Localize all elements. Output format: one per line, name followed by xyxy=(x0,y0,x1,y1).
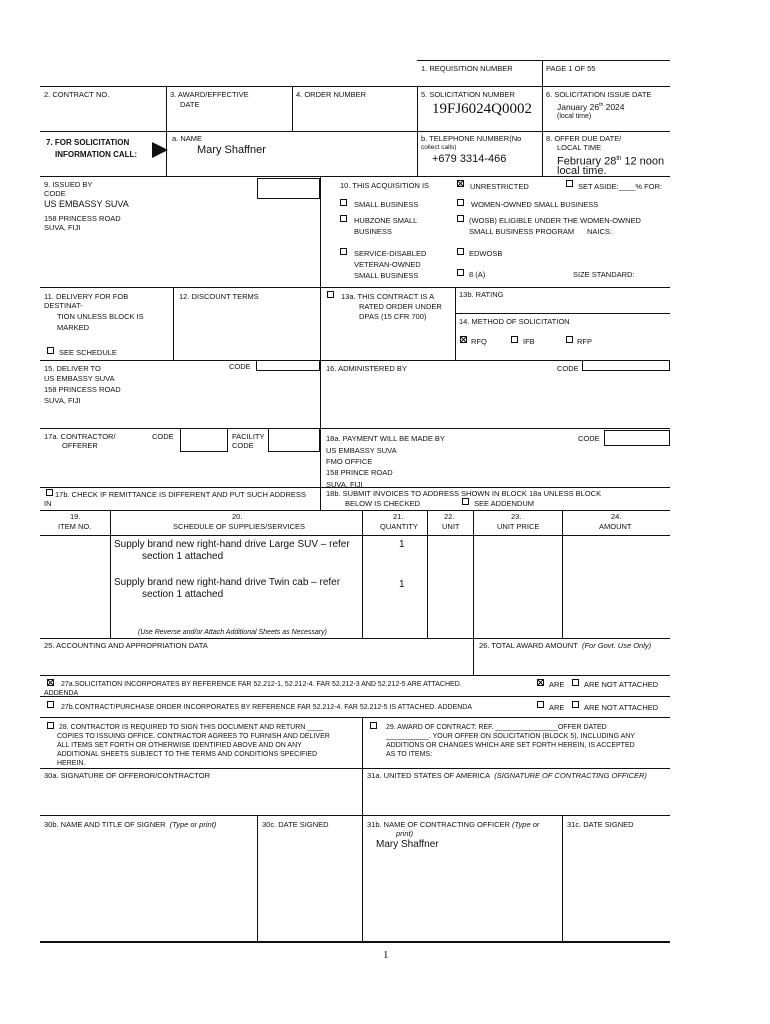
delivery-fob-label-2: DESTINAT- xyxy=(44,301,83,310)
method-label: 14. METHOD OF SOLICITATION xyxy=(459,317,570,326)
sdvosb-label-2: VETERAN-OWNED xyxy=(354,260,421,269)
hubzone-label-2: BUSINESS xyxy=(354,227,392,236)
contractor-sign-text-1: 28. CONTRACTOR IS REQUIRED TO SIGN THIS DOCUMENT AND RETURN ____ xyxy=(59,724,323,731)
solicitation-number-value: 19FJ6024Q0002 xyxy=(432,101,533,117)
deliver-to-address-3: SUVA, FIJI xyxy=(44,396,81,405)
offer-due-label-2: LOCAL TIME xyxy=(557,143,602,152)
rfp-label: RFP xyxy=(577,337,592,346)
offer-due-value: February 28th 12 noon xyxy=(557,155,665,168)
rfq-checkbox[interactable] xyxy=(460,336,467,343)
contractor-sign-text-5: HEREIN. xyxy=(57,760,86,767)
administered-code-label: CODE xyxy=(557,364,579,373)
hubzone-checkbox[interactable] xyxy=(340,215,347,222)
col-unit-price: UNIT PRICE xyxy=(497,522,540,531)
see-schedule-checkbox[interactable] xyxy=(47,347,54,354)
col-quantity: QUANTITY xyxy=(380,522,418,531)
solicitation-number-label: 5. SOLICITATION NUMBER xyxy=(421,90,515,99)
see-schedule-label: SEE SCHEDULE xyxy=(59,348,117,357)
issued-by-code-label: CODE xyxy=(44,189,66,198)
administered-by-label: 16. ADMINISTERED BY xyxy=(326,364,407,373)
set-aside-checkbox[interactable] xyxy=(566,180,573,187)
facility-code-label-2: CODE xyxy=(232,441,254,450)
telephone-value: +679 3314-466 xyxy=(432,153,507,165)
sdvosb-label-3: SMALL BUSINESS xyxy=(354,271,419,280)
award-contract-text-1: 29. AWARD OF CONTRACT: REF. ________________OFFER DATED xyxy=(386,724,607,731)
wosb-checkbox[interactable] xyxy=(457,215,464,222)
contact-name-value: Mary Shaffner xyxy=(197,144,266,156)
deliver-to-code-label: CODE xyxy=(229,362,251,371)
see-addendum-label: SEE ADDENDUM xyxy=(474,499,535,508)
rated-order-label-2: RATED ORDER UNDER xyxy=(359,302,442,311)
col-unit: UNIT xyxy=(442,522,460,531)
issue-date-note: (local time) xyxy=(557,113,592,120)
issue-date-value: January 26th 2024 xyxy=(557,101,625,112)
col-amount: AMOUNT xyxy=(599,522,632,531)
telephone-label-2: collect calls) xyxy=(421,144,457,151)
issued-by-label: 9. ISSUED BY xyxy=(44,180,93,189)
issued-by-code-field[interactable] xyxy=(257,178,320,199)
ifb-label: IFB xyxy=(523,337,535,346)
payment-address-4: SUVA, FIJI xyxy=(326,480,363,489)
administered-code-field[interactable] xyxy=(582,360,670,371)
col-unit-price-number: 23. xyxy=(511,512,522,521)
acquisition-label: 10. THIS ACQUISITION IS xyxy=(340,181,430,190)
solicitation-info-label: 7. FOR SOLICITATION xyxy=(46,138,130,147)
contract-incorporates-checkbox[interactable] xyxy=(47,701,54,708)
usa-signature-label: 31a. UNITED STATES OF AMERICA (SIGNATURE OF CONTRACTING OFFICER) xyxy=(367,771,647,780)
discount-terms-label: 12. DISCOUNT TERMS xyxy=(179,292,259,301)
col-schedule: SCHEDULE OF SUPPLIES/SERVICES xyxy=(173,522,305,531)
col-item-no: ITEM NO. xyxy=(58,522,92,531)
sdvosb-label: SERVICE-DISABLED xyxy=(354,249,427,258)
col-amount-number: 24. xyxy=(611,512,622,521)
contractor-sign-checkbox[interactable] xyxy=(47,722,54,729)
deliver-to-address-1: US EMBASSY SUVA xyxy=(44,374,115,383)
rfq-label: RFQ xyxy=(471,337,487,346)
delivery-fob-label-3: TION UNLESS BLOCK IS xyxy=(57,312,144,321)
officer-date-signed-label: 31c. DATE SIGNED xyxy=(567,820,634,829)
contract-addenda-are-not-label: ARE NOT ATTACHED xyxy=(584,703,659,712)
rated-order-label-3: DPAS (15 CFR 700) xyxy=(359,312,427,321)
sdvosb-checkbox[interactable] xyxy=(340,248,347,255)
addenda-are-not-checkbox[interactable] xyxy=(572,679,579,686)
contractor-label: 17a. CONTRACTOR/ xyxy=(44,432,116,441)
award-date-label: 3. AWARD/EFFECTIVE xyxy=(170,90,249,99)
payment-address-3: 158 PRINCE ROAD xyxy=(326,468,393,477)
solicitation-incorporates-checkbox[interactable] xyxy=(47,679,54,686)
small-business-checkbox[interactable] xyxy=(340,199,347,206)
offer-due-label: 8. OFFER DUE DATE/ xyxy=(546,134,622,143)
item-quantity: 1 xyxy=(399,539,405,550)
award-contract-text-2: ___________. YOUR OFFER ON SOLICITATION (BLOCK 5), INCLUDING ANY xyxy=(386,733,635,740)
hubzone-label: HUBZONE SMALL xyxy=(354,216,418,225)
deliver-to-code-field[interactable] xyxy=(256,360,320,371)
wosb-label: (WOSB) ELIGIBLE UNDER THE WOMEN-OWNED xyxy=(469,216,641,225)
payment-code-field[interactable] xyxy=(604,430,670,446)
payment-code-label: CODE xyxy=(578,434,600,443)
contract-addenda-are-label: ARE xyxy=(549,703,565,712)
ifb-checkbox[interactable] xyxy=(511,336,518,343)
col-unit-number: 22. xyxy=(444,512,455,521)
eight-a-checkbox[interactable] xyxy=(457,269,464,276)
women-owned-checkbox[interactable] xyxy=(457,199,464,206)
contractor-sign-text-4: ADDITIONAL SHEETS SUBJECT TO THE TERMS AND CONDITIONS SPECIFIED xyxy=(57,751,318,758)
contact-name-label: a. NAME xyxy=(172,134,203,143)
payment-address-2: FMO OFFICE xyxy=(326,457,373,466)
facility-code-label: FACILITY xyxy=(232,432,265,441)
payment-address-1: US EMBASSY SUVA xyxy=(326,446,397,455)
col-quantity-number: 21. xyxy=(393,512,404,521)
solicitation-incorporates-label: 27a.SOLICITATION INCORPORATES BY REFERENCE FAR 52.212-1, 52.212-4. FAR 52.212-3 AND 52.212-5 ARE ATTACHED. xyxy=(61,681,462,688)
eight-a-label: 8 (A) xyxy=(469,270,486,279)
contract-addenda-are-checkbox[interactable] xyxy=(537,701,544,708)
contract-no-label: 2. CONTRACT NO. xyxy=(44,90,110,99)
item-description: Supply brand new right-hand drive Large SUV – refer xyxy=(114,539,350,550)
payment-label: 18a. PAYMENT WILL BE MADE BY xyxy=(326,434,445,443)
officer-name-value: Mary Shaffner xyxy=(376,839,439,850)
award-date-label-2: DATE xyxy=(180,100,200,109)
accounting-label: 25. ACCOUNTING AND APPROPRIATION DATA xyxy=(44,641,208,650)
page-count-label: PAGE 1 OF 55 xyxy=(546,64,596,73)
invoice-label: 18b. SUBMIT INVOICES TO ADDRESS SHOWN IN BLOCK 18a UNLESS BLOCK xyxy=(326,489,602,498)
contractor-label-2: OFFERER xyxy=(62,441,98,450)
award-contract-checkbox[interactable] xyxy=(370,722,377,729)
issue-date-label: 6. SOLICITATION ISSUE DATE xyxy=(546,90,652,99)
set-aside-label: SET ASIDE:____% FOR: xyxy=(578,182,663,191)
delivery-fob-label-4: MARKED xyxy=(57,323,90,332)
deliver-to-label: 15. DELIVER TO xyxy=(44,364,101,373)
officer-name-label: 31b. NAME OF CONTRACTING OFFICER (Type or xyxy=(367,820,540,829)
arrow-right-icon xyxy=(152,142,168,158)
remittance-label-2: IN xyxy=(44,499,52,508)
women-owned-label: WOMEN-OWNED SMALL BUSINESS xyxy=(471,200,599,209)
issuer-name: US EMBASSY SUVA xyxy=(44,199,129,209)
issuer-address-2: SUVA, FIJI xyxy=(44,223,81,232)
signer-name-label: 30b. NAME AND TITLE OF SIGNER (Type or print) xyxy=(44,820,217,829)
award-contract-text-3: ADDITIONS OR CHANGES WHICH ARE SET FORTH HEREIN, IS ACCEPTED xyxy=(386,742,635,749)
invoice-label-2: BELOW IS CHECKED xyxy=(345,499,421,508)
date-signed-label: 30c. DATE SIGNED xyxy=(262,820,329,829)
rating-label: 13b. RATING xyxy=(459,290,504,299)
item-description-2: section 1 attached xyxy=(142,589,224,600)
item-quantity: 1 xyxy=(399,579,405,590)
rated-order-checkbox[interactable] xyxy=(327,291,334,298)
contractor-sign-text-2: COPIES TO ISSUING OFFICE. CONTRACTOR AGREES TO FURNISH AND DELIVER xyxy=(57,733,330,740)
award-contract-text-4: AS TO ITEMS: xyxy=(386,751,433,758)
item-description-2: section 1 attached xyxy=(142,551,224,562)
unrestricted-checkbox[interactable] xyxy=(457,180,464,187)
edwosb-label: EDWOSB xyxy=(469,249,503,258)
contractor-code-field[interactable] xyxy=(180,428,228,452)
page-number: 1 xyxy=(383,949,389,961)
addenda-are-checkbox[interactable] xyxy=(537,679,544,686)
size-standard-label: SIZE STANDARD: xyxy=(573,270,635,279)
remittance-checkbox[interactable] xyxy=(46,489,53,496)
contractor-code-label: CODE xyxy=(152,432,174,441)
item-description: Supply brand new right-hand drive Twin cab – refer xyxy=(114,577,341,588)
requisition-number-label: 1. REQUISITION NUMBER xyxy=(421,64,513,73)
officer-name-label-2: print) xyxy=(396,829,414,838)
total-award-label: 26. TOTAL AWARD AMOUNT (For Govt. Use Only) xyxy=(479,641,652,650)
facility-code-field[interactable] xyxy=(268,428,320,452)
edwosb-checkbox[interactable] xyxy=(457,248,464,255)
solicitation-info-label-2: INFORMATION CALL: xyxy=(55,150,138,159)
addenda-are-not-label: ARE NOT ATTACHED xyxy=(584,680,659,689)
col-schedule-number: 20. xyxy=(232,512,243,521)
issuer-address-1: 158 PRINCESS ROAD xyxy=(44,214,121,223)
telephone-label: b. TELEPHONE NUMBER(No xyxy=(421,134,522,143)
wosb-label-2: SMALL BUSINESS PROGRAM xyxy=(469,227,575,236)
rated-order-label: 13a. THIS CONTRACT IS A xyxy=(341,292,435,301)
delivery-fob-label: 11. DELIVERY FOR FOB xyxy=(44,292,129,301)
contract-incorporates-label: 27b.CONTRACT/PURCHASE ORDER INCORPORATES BY REFERENCE FAR 52.212-4. FAR 52.212-5 IS ATTACHED. ADDENDA xyxy=(61,704,473,711)
contract-addenda-are-not-checkbox[interactable] xyxy=(572,701,579,708)
small-business-label: SMALL BUSINESS xyxy=(354,200,419,209)
offer-due-value-2: local time. xyxy=(557,165,607,177)
contractor-sign-text-3: ALL ITEMS SET FORTH OR OTHERWISE IDENTIFIED ABOVE AND ON ANY xyxy=(57,742,302,749)
deliver-to-address-2: 158 PRINCESS ROAD xyxy=(44,385,121,394)
col-item-no-number: 19. xyxy=(70,512,81,521)
order-number-label: 4. ORDER NUMBER xyxy=(296,90,367,99)
naics-label: NAICS: xyxy=(587,227,613,236)
rfp-checkbox[interactable] xyxy=(566,336,573,343)
remittance-label: 17b. CHECK IF REMITTANCE IS DIFFERENT AND PUT SUCH ADDRESS xyxy=(55,490,306,499)
solicitation-incorporates-label-2: ADDENDA xyxy=(44,690,79,697)
addenda-are-label: ARE xyxy=(549,680,565,689)
schedule-note: (Use Reverse and/or Attach Additional Sheets as Necessary) xyxy=(138,629,327,636)
see-addendum-checkbox[interactable] xyxy=(462,498,469,505)
unrestricted-label: UNRESTRICTED xyxy=(470,182,529,191)
offeror-signature-label: 30a. SIGNATURE OF OFFEROR/CONTRACTOR xyxy=(44,771,210,780)
